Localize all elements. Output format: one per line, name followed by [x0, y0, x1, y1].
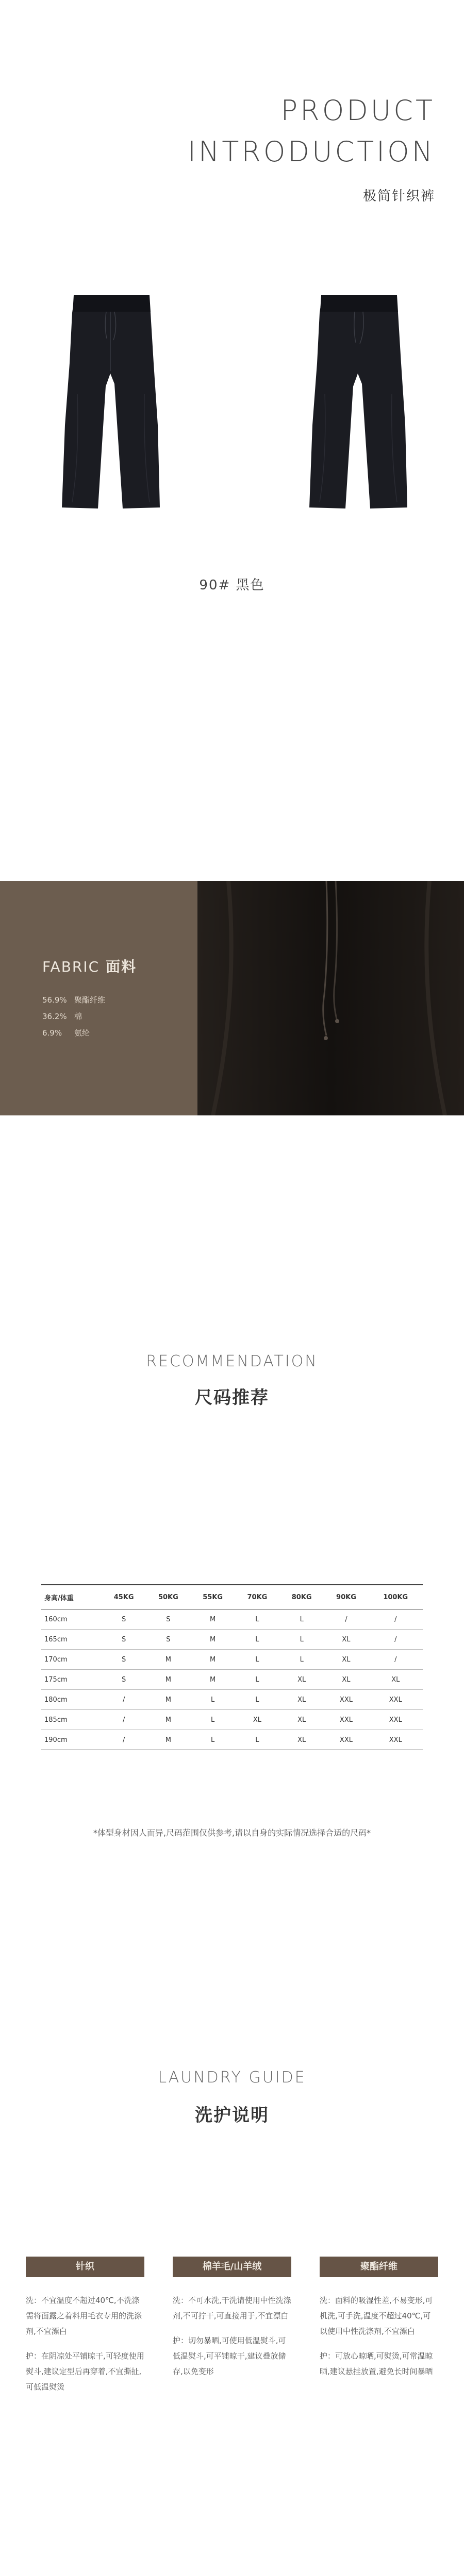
table-cell: XXL: [324, 1730, 368, 1750]
table-cell: L: [235, 1670, 279, 1690]
table-cell: L: [279, 1609, 324, 1630]
table-cell: L: [235, 1690, 279, 1710]
fabric-title-cn: 面料: [106, 958, 137, 975]
table-row: [41, 1710, 423, 1730]
card-tag: 针织: [26, 2257, 144, 2277]
table-row: [41, 1730, 423, 1750]
table-cell: XL: [235, 1710, 279, 1730]
table-cell: L: [191, 1730, 235, 1750]
laundry-title-en: LAUNDRY GUIDE: [158, 2069, 306, 2087]
fabric-heading: [42, 956, 137, 976]
recommendation-title-cn: 尺码推荐: [195, 1387, 269, 1408]
laundry-card-polyester: [320, 2257, 438, 2388]
table-cell: XL: [279, 1730, 324, 1750]
table-cell: L: [235, 1650, 279, 1670]
table-cell: /: [369, 1630, 423, 1650]
recommendation-title-en: RECOMMENDATION: [146, 1352, 318, 1370]
wash-text: 洗：不可水洗,干洗请使用中性洗涤剂,不可拧干,可直接用于,不宜漂白: [173, 2296, 291, 2320]
product-subtitle: 极简针织裤: [362, 189, 435, 204]
fabric-item: [42, 1011, 82, 1022]
header-cell: 55KG: [191, 1585, 235, 1609]
table-cell: 160cm: [41, 1609, 102, 1630]
header-cell: 80KG: [279, 1585, 324, 1609]
size-table-header: [41, 1585, 423, 1609]
care-text: 护：切勿暴晒,可使用低温熨斗,可低温熨斗,可平铺晾干,建议叠放储存,以免变形: [173, 2336, 286, 2376]
table-cell: M: [146, 1650, 190, 1670]
size-table: [41, 1584, 423, 1750]
table-cell: 165cm: [41, 1630, 102, 1650]
table-cell: L: [191, 1710, 235, 1730]
table-cell: L: [235, 1630, 279, 1650]
header-cell: 45KG: [102, 1585, 146, 1609]
size-note: *体型身材因人而异,尺码范围仅供参考,请以自身的实际情况选择合适的尺码*: [93, 1828, 371, 1838]
table-cell: /: [102, 1710, 146, 1730]
table-cell: S: [102, 1630, 146, 1650]
care-text: 护：在阴凉处平铺晾干,可轻度使用熨斗,建议定型后再穿着,不宜撕扯,可低温熨烫: [26, 2351, 144, 2392]
table-cell: M: [191, 1650, 235, 1670]
table-row: [41, 1630, 423, 1650]
table-cell: L: [235, 1609, 279, 1630]
fabric-item: [42, 994, 105, 1005]
table-cell: 185cm: [41, 1710, 102, 1730]
table-cell: XL: [279, 1670, 324, 1690]
header-cell: 50KG: [146, 1585, 190, 1609]
table-cell: XL: [324, 1650, 368, 1670]
wash-text: 洗：面料的吸湿性差,不易变形,可机洗,可手洗,温度不超过40℃,可以使用中性洗涤剂,不宜漂白: [320, 2296, 433, 2336]
title-product: PRODUCT: [280, 94, 435, 127]
table-cell: XL: [279, 1710, 324, 1730]
table-cell: L: [279, 1630, 324, 1650]
fabric-name: 聚酯纤维: [74, 995, 106, 1005]
table-cell: M: [146, 1690, 190, 1710]
fabric-pct: 6.9%: [42, 1028, 62, 1038]
table-cell: 170cm: [41, 1650, 102, 1670]
table-cell: XXL: [369, 1710, 423, 1730]
table-cell: M: [146, 1710, 190, 1730]
table-cell: XXL: [369, 1690, 423, 1710]
care-text: 护：可放心晾晒,可熨烫,可常温晾晒,建议悬挂放置,避免长时间暴晒: [320, 2351, 433, 2376]
table-cell: L: [235, 1730, 279, 1750]
header-cell: 70KG: [235, 1585, 279, 1609]
header-cell: 身高/体重: [41, 1585, 102, 1609]
table-cell: M: [191, 1670, 235, 1690]
table-cell: S: [146, 1609, 190, 1630]
table-row: [41, 1670, 423, 1690]
table-cell: 190cm: [41, 1730, 102, 1750]
table-cell: M: [146, 1670, 190, 1690]
table-cell: /: [324, 1609, 368, 1630]
header-cell: 90KG: [324, 1585, 368, 1609]
table-cell: /: [369, 1650, 423, 1670]
table-cell: L: [279, 1650, 324, 1670]
table-cell: XXL: [324, 1710, 368, 1730]
card-tag: 聚酯纤维: [320, 2257, 438, 2277]
fabric-title-en: FABRIC: [42, 958, 100, 975]
table-cell: XXL: [324, 1690, 368, 1710]
laundry-card-knit: [26, 2257, 144, 2404]
table-cell: M: [146, 1730, 190, 1750]
color-label: 90# 黑色: [199, 578, 265, 593]
table-cell: S: [146, 1630, 190, 1650]
table-cell: M: [191, 1609, 235, 1630]
table-cell: S: [102, 1650, 146, 1670]
fabric-pct: 36.2%: [42, 1012, 67, 1021]
fabric-name: 棉: [74, 1012, 82, 1021]
table-row: [41, 1690, 423, 1710]
table-cell: XXL: [369, 1730, 423, 1750]
laundry-title-cn: 洗护说明: [195, 2105, 269, 2126]
table-cell: L: [191, 1690, 235, 1710]
table-cell: M: [191, 1630, 235, 1650]
table-row: [41, 1609, 423, 1630]
fabric-photo: [197, 881, 464, 1115]
fabric-pct: 56.9%: [42, 995, 67, 1005]
card-tag: 棉羊毛/山羊绒: [173, 2257, 291, 2277]
table-cell: S: [102, 1609, 146, 1630]
table-cell: XL: [324, 1630, 368, 1650]
table-cell: S: [102, 1670, 146, 1690]
table-cell: 180cm: [41, 1690, 102, 1710]
table-cell: /: [369, 1609, 423, 1630]
table-cell: 175cm: [41, 1670, 102, 1690]
table-cell: /: [102, 1730, 146, 1750]
fabric-name: 氨纶: [74, 1028, 90, 1038]
fabric-item: [42, 1027, 90, 1038]
wash-text: 洗：不宜温度不超过40℃,不洗涤需将面露之着料用毛衣专用的洗涤剂,不宜漂白: [26, 2296, 142, 2336]
title-introduction: INTRODUCTION: [188, 135, 435, 168]
table-cell: XL: [279, 1690, 324, 1710]
header-cell: 100KG: [369, 1585, 423, 1609]
pants-back-image: [304, 291, 412, 515]
laundry-card-wool: [173, 2257, 291, 2388]
pants-front-image: [57, 291, 165, 515]
table-cell: XL: [324, 1670, 368, 1690]
table-cell: /: [102, 1690, 146, 1710]
table-row: [41, 1650, 423, 1670]
table-cell: XL: [369, 1670, 423, 1690]
